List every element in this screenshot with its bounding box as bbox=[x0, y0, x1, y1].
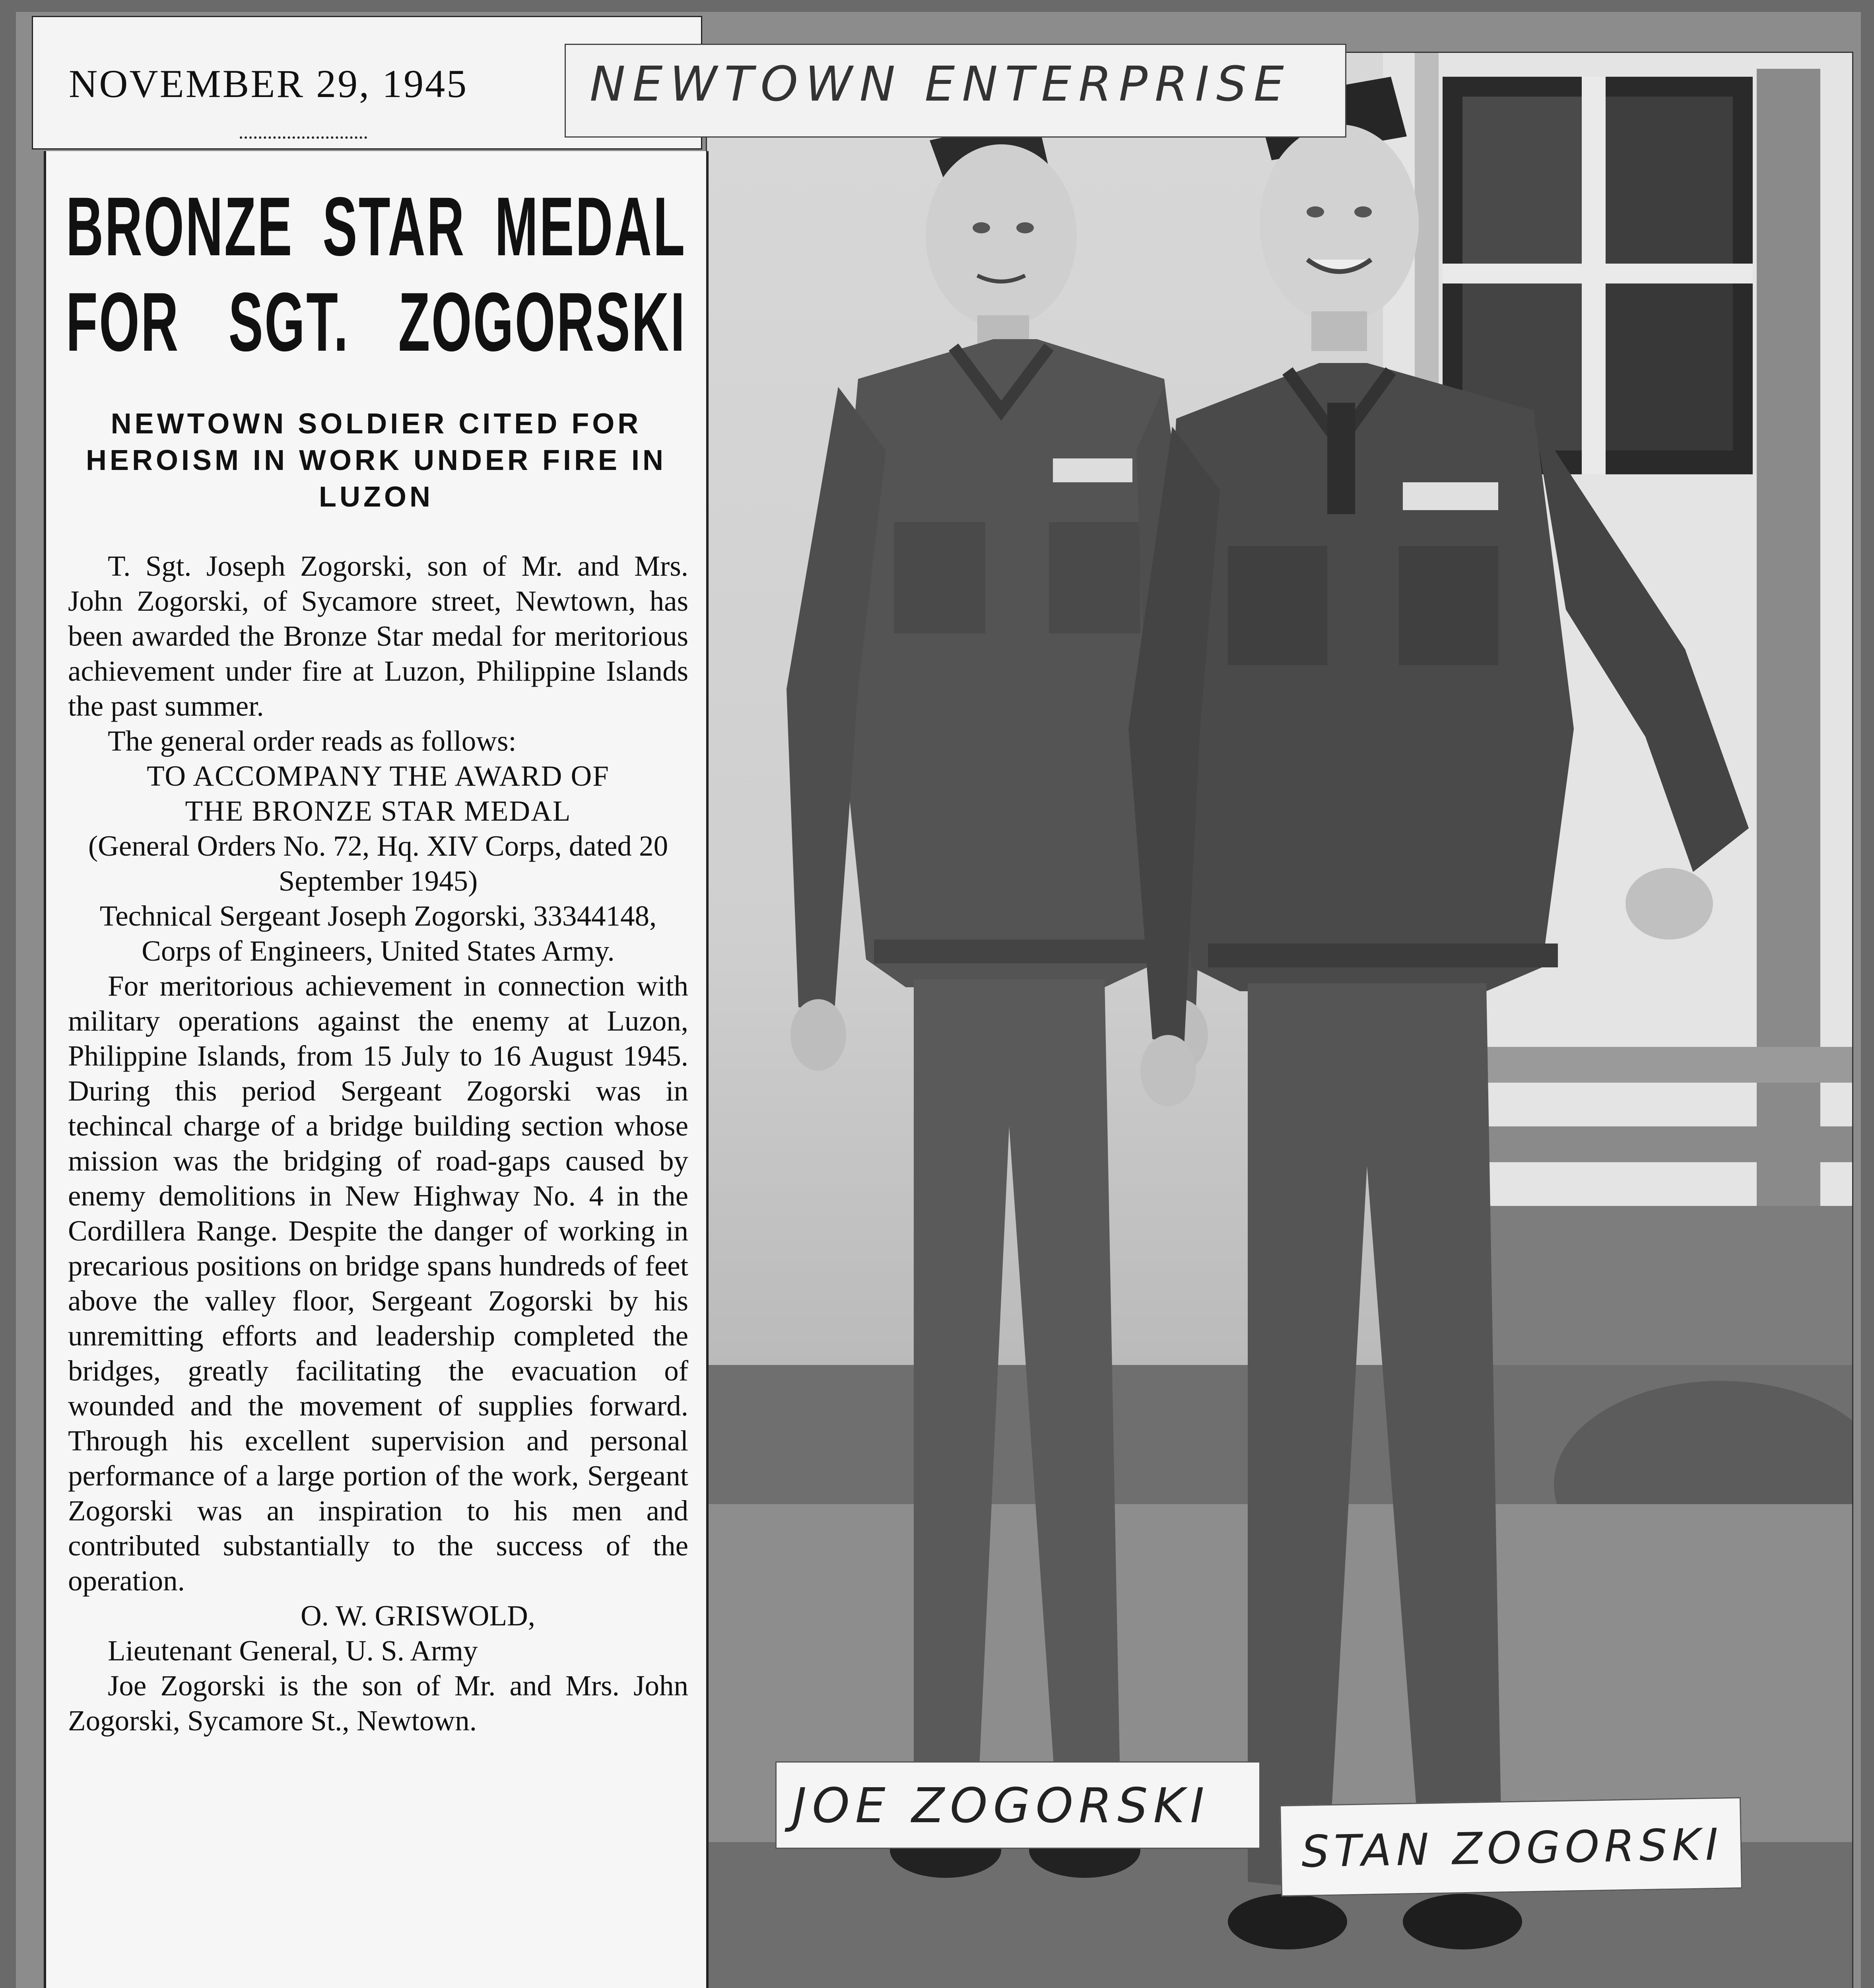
headline-line-1: BRONZE STAR MEDAL bbox=[66, 180, 686, 273]
award-heading-1: TO ACCOMPANY THE AWARD OF bbox=[147, 760, 610, 792]
headline-line-2: FOR SGT. ZOGORSKI bbox=[66, 275, 686, 369]
recipient-line: Technical Sergeant Joseph Zogorski, 33344148, Corps of Engineers, United States Army. bbox=[99, 900, 657, 967]
news-article bbox=[44, 151, 709, 1988]
closing-paragraph: Joe Zogorski is the son of Mr. and Mrs. John Zogorski, Sycamore St., Newtown. bbox=[68, 1670, 688, 1737]
clipping-date: NOVEMBER 29, 1945 bbox=[69, 62, 468, 106]
general-orders: (General Orders No. 72, Hq. XIV Corps, dated 20 September 1945) bbox=[88, 830, 668, 897]
photo-illustration bbox=[707, 53, 1852, 1988]
dotted-divider bbox=[240, 136, 367, 139]
publication-name: NEWTOWN ENTERPRISE bbox=[590, 57, 1291, 112]
signature-name: O. W. GRISWOLD, bbox=[300, 1600, 536, 1632]
paragraph-intro: T. Sgt. Joseph Zogorski, son of Mr. and Mrs. John Zogorski, of Sycamore street, Newtown, has been awarded the Bronze Star medal for meritorious achievement under fire at Luzon, Philippine Islands the past summer. bbox=[68, 550, 688, 722]
publication-label bbox=[565, 44, 1346, 138]
article-body bbox=[68, 549, 688, 1738]
award-heading-2: THE BRONZE STAR MEDAL bbox=[185, 795, 571, 827]
signature-title: Lieutenant General, U. S. Army bbox=[108, 1635, 478, 1667]
subheadline: NEWTOWN SOLDIER CITED FOR HEROISM IN WORK UNDER FIRE IN LUZON bbox=[85, 408, 666, 513]
citation-text: For meritorious achievement in connection with military operations against the enemy at Luzon, Philippine Islands, from 15 July to 16 August 1945. During this period Sergeant Zogorski was in techincal charge of a bridge building section whose mission was the bridging of road-gaps caused by enemy demolitions in New Highway No. 4 in the Cordillera Range. Despite the danger of working in precarious positions on bridge spans hundreds of feet above the valley floor, Sergeant Zogorski by his unremitting efforts and leadership completed the bridges, greatly facilitating the evacuation of wounded and the movement of supplies forward. Through his excellent supervision and personal performance of a large portion of the work, Sergeant Zogorski was an inspiration to his men and contributed substantially to the success of the operation. bbox=[68, 970, 688, 1597]
paragraph-order: The general order reads as follows: bbox=[108, 725, 517, 757]
soldiers-photograph bbox=[706, 52, 1853, 1988]
headline bbox=[66, 179, 686, 370]
name-label-stan: STAN ZOGORSKI bbox=[1280, 1797, 1742, 1897]
name-label-joe: JOE ZOGORSKI bbox=[775, 1761, 1260, 1849]
